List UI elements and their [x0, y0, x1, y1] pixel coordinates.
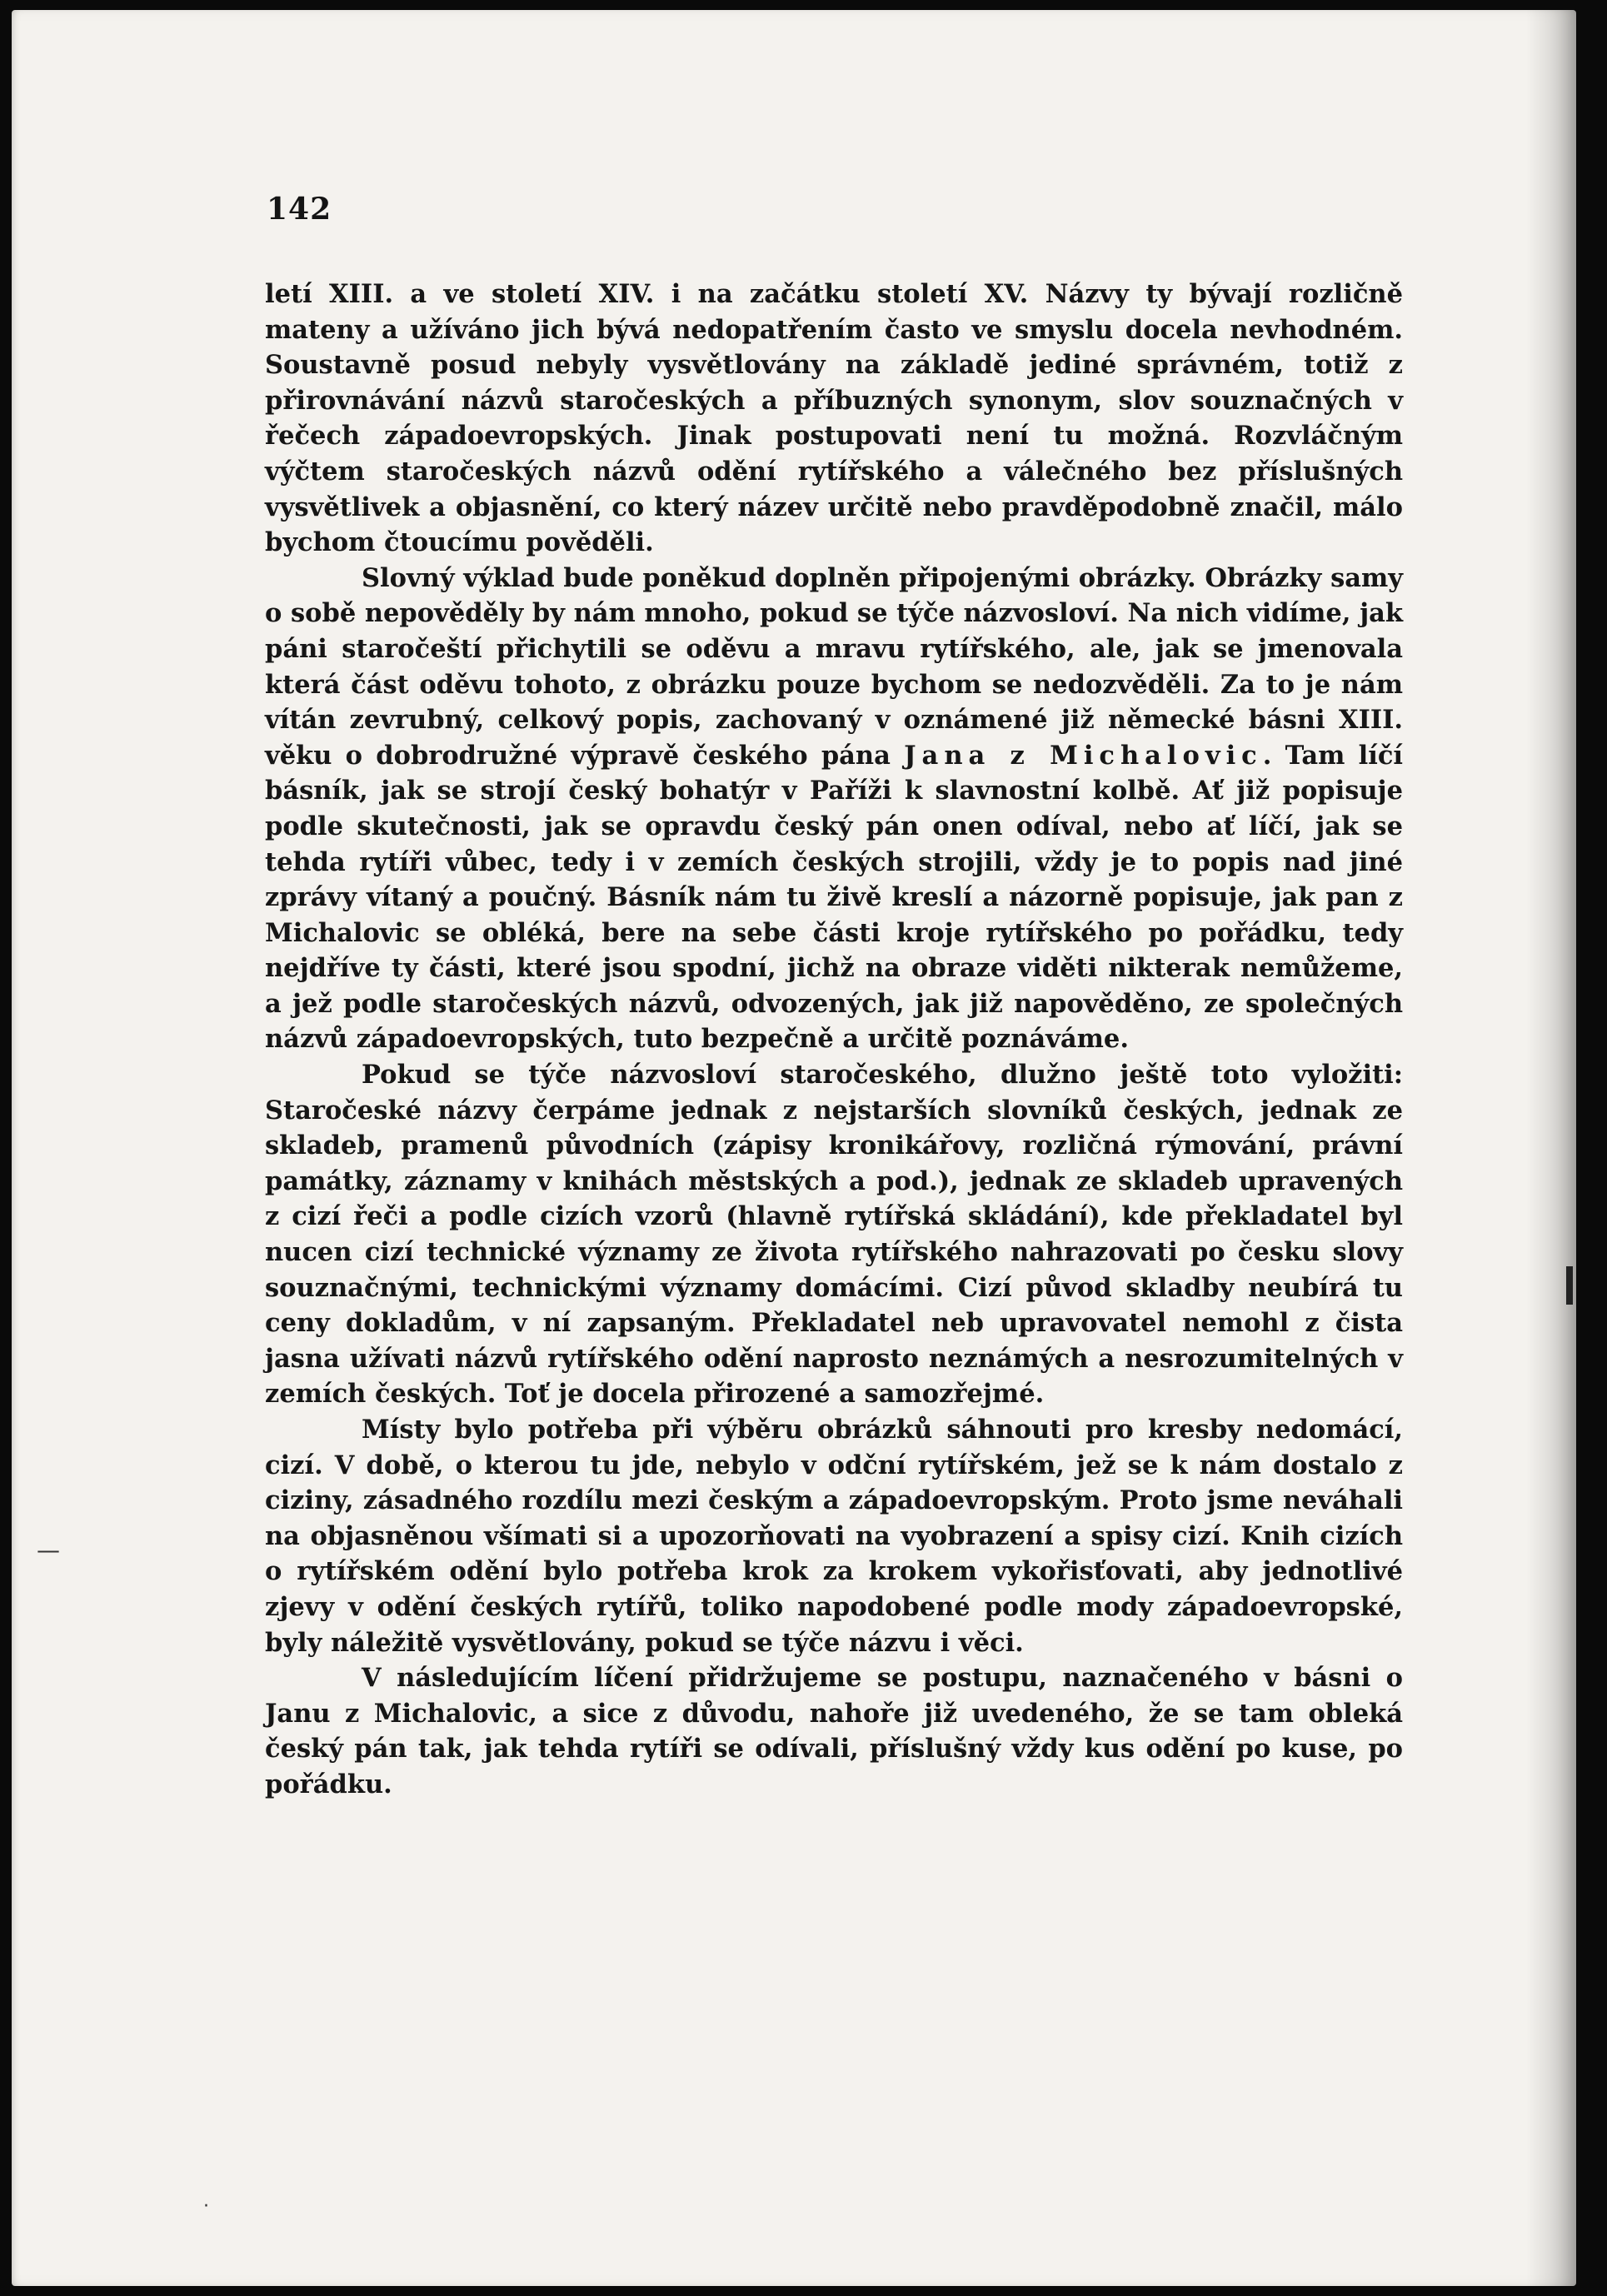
spaced-name-jan-z-michalovic: Jana z Michalovic [904, 740, 1263, 771]
paragraph-3: Pokud se týče názvosloví staročeského, dlužno ještě toto vyložiti: Staročeské názvy čerpáme jednak z nejstarších slovníků českých, jednak ze skladeb, pramenů původních (zápisy kronikářovy, rozličná rýmování, právní památky, záznamy v knihách městských a pod.), jednak ze skladeb upravených z cizí řeči a podle cizích vzorů (hlavně rytířská skládání), kde překladatel byl nucen cizí technické významy ze života rytířského nahrazovati po česku slovy souznačnými, technickými významy domácími. Cizí původ skladby neubírá tu ceny dokladům, v ní zapsaným. Překladatel neb upravovatel nemohl z čista jasna užívati názvů rytířského odění naprosto neznámých a nesrozumitelných v zemích českých. Toť je docela přirozené a samozřejmé. [265, 1060, 1403, 1410]
page-spine-shadow [1526, 10, 1576, 2286]
body-text [265, 277, 1403, 1803]
paragraph-4: Místy bylo potřeba při výběru obrázků sáhnouti pro kresby nedomácí, cizí. V době, o kterou tu jde, nebylo v odční rytířském, jež se k nám dostalo z ciziny, zásadného rozdílu mezi českým a západoevropským. Proto jsme neváhali na objasněnou všímati si a upozorňovati na vyobrazení a spisy cizí. Knih cizích o rytířském odění bylo potřeba krok za krokem vykořisťovati, aby jednotlivé zjevy v odění českých rytířů, toliko napodobené podle mody západoevropské, byly náležitě vysvětlovány, pokud se týče názvu i věci. [265, 1415, 1403, 1658]
paragraph-2-text-continued: . Tam líčí básník, jak se strojí český bohatýr v Paříži k slavnostní kolbě. Ať již popisuje podle skutečnosti, jak se opravdu český pán onen odíval, nebo ať líčí, jak se tehda rytíři vůbec, tedy i v zemích českých strojili, vždy je to popis nad jiné zprávy vítaný a poučný. Básník nám tu živě kreslí a názorně popisuje, jak pan z Michalovic se obléká, bere na sebe části kroje rytířského po pořádku, tedy nejdříve ty části, které jsou spodní, jichž na obraze viděti nikterak nemůžeme, a jež podle staročeských názvů, odvozených, jak již napověděno, ze společných názvů západoevropských, tuto bezpečně a určitě poznáváme. [265, 740, 1404, 1055]
page-number: 142 [267, 192, 332, 227]
margin-dash-mark: — [37, 1536, 60, 1564]
paragraph-2-text: Slovný výklad bude poněkud doplněn připojenými obrázky. Obrázky samy o sobě nepověděly by nám mnoho, pokud se týče názvosloví. Na nich vidíme, jak páni staročeští přichytili se oděvu a mravu rytířského, ale, jak se jmenovala která část oděvu tohoto, z obrázku pouze bychom se nedozvěděli. Za to je nám vítán zevrubný, celkový popis, zachovaný v oznámené již německé básni XIII. věku o dobrodružné výpravě českého pána [265, 562, 1403, 771]
margin-edge-mark [1566, 1266, 1573, 1305]
margin-speck-mark: · [203, 2196, 209, 2217]
paragraph-1: letí XIII. a ve století XIV. i na začátku století XV. Názvy ty bývají rozličně mateny a užíváno jich bývá nedopatřením často ve smyslu docela nevhodném. Soustavně posud nebyly vysvětlovány na základě jediné správném, totiž z přirovnávání názvů staročeských a příbuzných synonym, slov souznačných v řečech západoevropských. Jinak postupovati není tu možná. Rozvláčným výčtem staročeských názvů odění rytířského a válečného bez příslušných vysvětlivek a objasnění, co který název určitě nebo pravděpodobně značil, málo bychom čtoucímu pověděli. [265, 279, 1403, 558]
book-page [12, 10, 1576, 2286]
paragraph-2 [265, 561, 1403, 1057]
paragraph-5: V následujícím líčení přidržujeme se postupu, naznačeného v básni o Janu z Michalovic, a sice z důvodu, nahoře již uvedeného, že se tam obleká český pán tak, jak tehda rytíři se odívali, příslušný vždy kus odění po kuse, po pořádku. [265, 1663, 1403, 1799]
